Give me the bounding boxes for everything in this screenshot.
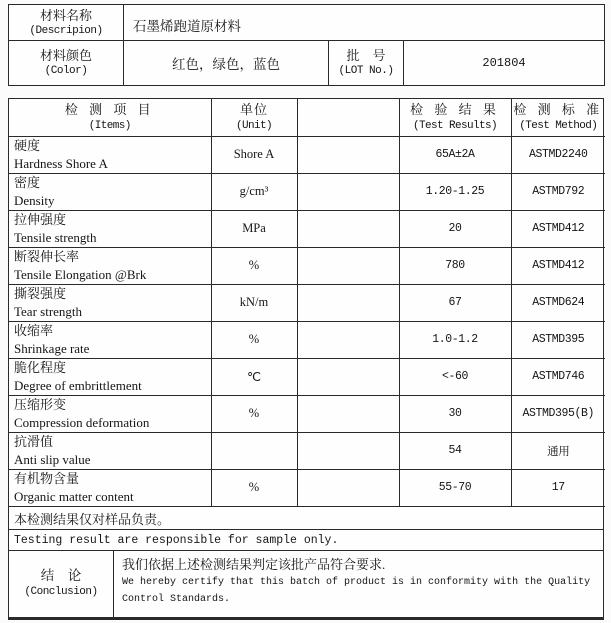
item-name-en: Density [14, 192, 55, 208]
item-name-zh: 密度 [14, 175, 41, 190]
item-name-en: Tensile Elongation @Brk [14, 266, 147, 282]
blank-cell [297, 395, 399, 432]
method-cell: ASTMD624 [511, 284, 605, 321]
test-result-table [8, 98, 604, 620]
blank-cell [297, 469, 399, 506]
item-cell [9, 173, 211, 210]
item-name-en: Tear strength [14, 303, 83, 319]
item-name-en: Tensile strength [14, 229, 97, 245]
result-cell: 30 [399, 395, 511, 432]
item-name-en: Compression deformation [14, 414, 150, 430]
material-name-label-zh: 材料名称 [39, 7, 92, 23]
unit-cell: Shore A [211, 136, 297, 173]
material-color-label [9, 41, 124, 86]
material-name-label [9, 5, 124, 41]
unit-cell: % [211, 247, 297, 284]
table-row-embrittlement [9, 358, 605, 395]
table-row-shrinkage [9, 321, 605, 358]
table-row-organic-content [9, 469, 605, 506]
material-color-value: 红色，绿色，蓝色 [124, 41, 329, 86]
blank-cell [297, 358, 399, 395]
unit-cell: MPa [211, 210, 297, 247]
lot-no-value: 201804 [404, 41, 605, 86]
material-color-label-zh: 材料颜色 [39, 48, 92, 63]
item-name-zh: 拉伸强度 [14, 212, 67, 227]
item-cell [9, 432, 211, 469]
unit-cell: % [211, 321, 297, 358]
conclusion-row [9, 551, 603, 617]
col-header-results [399, 99, 511, 136]
unit-cell: ℃ [211, 358, 297, 395]
item-name-en: Hardness Shore A [14, 155, 108, 171]
result-cell: 20 [399, 210, 511, 247]
col-header-items [9, 99, 211, 136]
col-header-method-zh: 检 测 标 准 [513, 101, 604, 117]
method-cell: ASTMD792 [511, 173, 605, 210]
material-color-row [9, 41, 605, 86]
item-cell [9, 247, 211, 284]
item-name-zh: 脆化程度 [14, 360, 67, 375]
table-row-tear-strength [9, 284, 605, 321]
item-name-zh: 有机物含量 [14, 471, 80, 486]
unit-cell: g/cm³ [211, 173, 297, 210]
item-name-zh: 压缩形变 [14, 397, 67, 412]
table-row-elongation [9, 247, 605, 284]
lot-no-label-zh: 批 号 [346, 48, 386, 63]
method-cell: ASTMD412 [511, 210, 605, 247]
lot-no-label-en: (LOT No.) [338, 65, 394, 77]
blank-cell [297, 321, 399, 358]
item-cell [9, 284, 211, 321]
conclusion-label-zh: 结 论 [40, 568, 82, 583]
item-name-en: Degree of embrittlement [14, 377, 142, 393]
material-color-label-en: (Color) [44, 65, 88, 77]
result-cell: 54 [399, 432, 511, 469]
item-name-zh: 断裂伸长率 [14, 249, 80, 264]
item-cell [9, 358, 211, 395]
method-cell: ASTMD2240 [511, 136, 605, 173]
table-row-density [9, 173, 605, 210]
method-cell: ASTMD412 [511, 247, 605, 284]
lot-no-label [329, 41, 404, 86]
method-cell: 通用 [511, 432, 605, 469]
result-cell: <-60 [399, 358, 511, 395]
col-header-blank [297, 99, 399, 136]
method-cell: ASTMD395 [511, 321, 605, 358]
conclusion-text [114, 551, 603, 617]
conclusion-label [9, 551, 114, 617]
item-name-zh: 抗滑值 [14, 434, 54, 449]
table-row-hardness [9, 136, 605, 173]
col-header-method-en: (Test Method) [519, 119, 598, 132]
method-cell: 17 [511, 469, 605, 506]
col-header-unit-en: (Unit) [235, 119, 272, 132]
item-name-en: Shrinkage rate [14, 340, 90, 356]
table-row-tensile-strength [9, 210, 605, 247]
item-name-en: Anti slip value [14, 451, 91, 467]
table-row-anti-slip [9, 432, 605, 469]
blank-cell [297, 173, 399, 210]
blank-cell [297, 284, 399, 321]
item-cell [9, 321, 211, 358]
note-en: Testing result are responsible for sample only. [9, 530, 603, 551]
header-row [9, 99, 605, 136]
item-name-zh: 硬度 [14, 138, 41, 153]
item-cell [9, 210, 211, 247]
conclusion-label-en: (Conclusion) [24, 586, 98, 598]
result-cell: 1.20-1.25 [399, 173, 511, 210]
col-header-method [511, 99, 605, 136]
item-cell [9, 469, 211, 506]
material-name-row [9, 5, 605, 41]
item-name-zh: 收缩率 [14, 323, 54, 338]
col-header-items-zh: 检 测 项 目 [64, 101, 155, 117]
col-header-unit [211, 99, 297, 136]
col-header-items-en: (Items) [88, 119, 131, 132]
result-cell: 55-70 [399, 469, 511, 506]
unit-cell: % [211, 395, 297, 432]
blank-cell [297, 247, 399, 284]
unit-cell: % [211, 469, 297, 506]
blank-cell [297, 432, 399, 469]
table-row-compression [9, 395, 605, 432]
item-name-en: Organic matter content [14, 488, 134, 504]
blank-cell [297, 136, 399, 173]
conclusion-text-zh: 我们依据上述检测结果判定该批产品符合要求. [122, 556, 386, 572]
material-name-label-en: (Descripion) [29, 24, 103, 37]
col-header-unit-zh: 单位 [239, 101, 268, 117]
material-name-value: 石墨烯跑道原材料 [124, 5, 605, 41]
note-zh: 本检测结果仅对样品负责。 [9, 507, 603, 530]
conclusion-text-en: We hereby certify that this batch of product is in conformity with the Quality Control Standards. [122, 576, 591, 605]
item-name-zh: 撕裂强度 [14, 286, 67, 301]
blank-cell [297, 210, 399, 247]
result-cell: 780 [399, 247, 511, 284]
material-info-table [8, 4, 605, 86]
item-cell [9, 136, 211, 173]
item-cell [9, 395, 211, 432]
unit-cell: kN/m [211, 284, 297, 321]
col-header-results-en: (Test Results) [412, 119, 497, 132]
result-cell: 65A±2A [399, 136, 511, 173]
method-cell: ASTMD746 [511, 358, 605, 395]
result-cell: 1.0-1.2 [399, 321, 511, 358]
method-cell: ASTMD395(B) [511, 395, 605, 432]
unit-cell [211, 432, 297, 469]
result-cell: 67 [399, 284, 511, 321]
col-header-results-zh: 检 验 结 果 [410, 101, 500, 117]
